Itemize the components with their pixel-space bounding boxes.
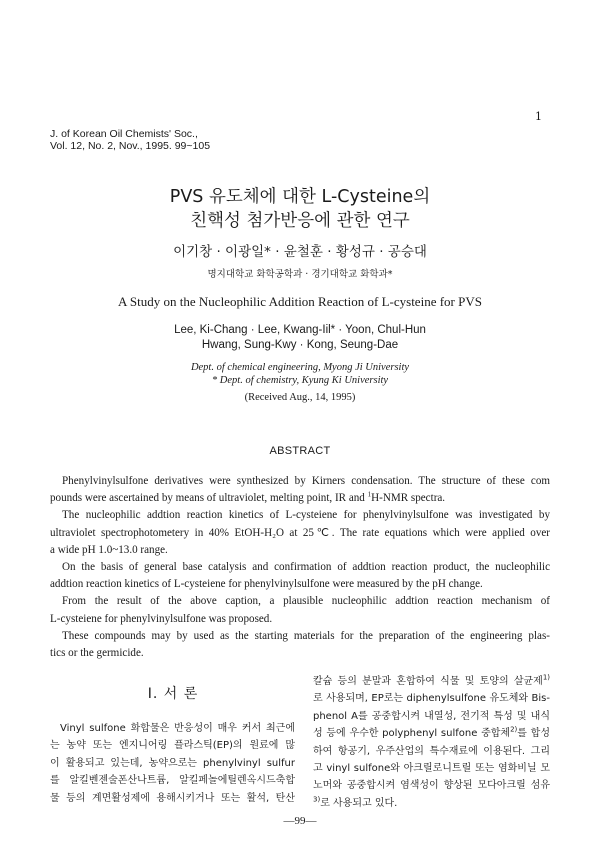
- intro-line: phenol A를 공중합시켜 내열성, 전기적 특성 및 내식: [313, 710, 550, 722]
- intro-line: 로 사용되며, EP로는 diphenylsulfone 유도체와 Bis-: [313, 693, 550, 705]
- korean-authors: 이기창 · 이광일* · 윤철훈 · 황성규 · 공승대: [173, 244, 427, 260]
- korean-title-line-2: 친핵성 첨가반응에 관한 연구: [190, 211, 410, 231]
- korean-affiliation: 명지대학교 화학공학과 · 경기대학교 화학과*: [207, 269, 393, 280]
- journal-line-2: Vol. 12, No. 2, Nov., 1995. 99~105: [50, 140, 211, 152]
- abstract-line: From the result of the above caption, a plausible nucleophilic addtion reaction mechanism of: [62, 595, 550, 608]
- intro-line: 는 농약 또는 엔지니어링 플라스틱(EP)의 원료에 많: [50, 740, 295, 752]
- intro-line: 하여 항공기, 우주산업의 특수재료에 이용된다. 그리: [313, 745, 550, 757]
- abstract-line: Phenylvinylsulfone derivatives were synthesized by Kirners condensation. The structure of these com: [62, 475, 550, 487]
- intro-line: Vinyl sulfone 화합물은 반응성이 매우 커서 최근에: [60, 723, 295, 734]
- english-title: A Study on the Nucleophilic Addition Reaction of L-cysteine for PVS: [118, 294, 482, 309]
- intro-left-column: [50, 720, 295, 807]
- intro-line: 이 활용되고 있는데, 농약으로는 phenylvinyl sulfur: [50, 757, 295, 769]
- intro-line: $^{3)}$로 사용되고 있다.: [313, 795, 398, 809]
- intro-line: 성 등에 우수한 polyphenyl sulfone 중합체$^{2)}$를 합성: [313, 725, 550, 740]
- intro-line: 를 알킬벤젠술폰산나트륨, 알킬페놀에틸렌옥시드축합: [50, 775, 295, 787]
- intro-line: 칼슘 등의 분말과 혼합하여 식물 및 토양의 살균제$^{1)}$: [313, 673, 550, 687]
- journal-citation: [50, 128, 210, 152]
- english-authors-line-2: Hwang, Sung-Kwy · Kong, Seung-Dae: [201, 339, 399, 351]
- abstract-body: [50, 473, 550, 662]
- section-heading-introduction: I. 서 론: [147, 686, 199, 702]
- english-affiliation-line-2: * Dept. of chemistry, Kyung Ki University: [211, 375, 389, 386]
- abstract-line: addtion reaction kinetics of L-cysteiene for phenylvinylsulfone were measured by the pH change.: [50, 578, 483, 591]
- received-date: (Received Aug., 14, 1995): [244, 392, 356, 403]
- intro-line: 고 vinyl sulfone와 아크릴로니트릴 또는 염화비닐 모: [313, 763, 550, 775]
- abstract-line: tics or the germicide.: [50, 647, 144, 660]
- page-footer-number: —99—: [283, 815, 317, 827]
- korean-title-line-1: PVS 유도체에 대한 L-Cysteine의: [169, 187, 431, 207]
- english-affiliation-line-1: Dept. of chemical engineering, Myong Ji University: [190, 362, 410, 373]
- abstract-line: The nucleophilic addtion reaction kinetics of L-cysteiene for phenylvinylsulfone was investigated by: [62, 509, 550, 522]
- abstract-line: a wide pH 1.0~13.0 range.: [50, 543, 168, 556]
- english-authors-line-1: Lee, Ki-Chang · Lee, Kwang-Iil* · Yoon, Chul-Hun: [174, 324, 426, 336]
- intro-line: 물 등의 계면활성제에 용해시키거나 또는 활석, 탄산: [50, 792, 295, 804]
- abstract-line: ultraviolet spectrophotometery in 40% EtOH-H₂O at 25℃. The rate equations which were applied over: [50, 526, 550, 539]
- abstract-heading: ABSTRACT: [269, 445, 331, 457]
- abstract-line: On the basis of general base catalysis and confirmation of addtion reaction product, the nucleophilic: [62, 561, 550, 574]
- intro-right-column: [313, 673, 550, 812]
- abstract-line: L-cysteiene for phenylvinylsulfone was proposed.: [50, 612, 273, 625]
- page-number: 1: [535, 110, 542, 123]
- intro-line: 노머와 공중합시켜 염색성이 향상된 모다아크릴 섬유: [313, 780, 550, 792]
- abstract-line: These compounds may by used as the starting materials for the preparation of the engineering plas-: [62, 629, 550, 642]
- journal-line-1: J. of Korean Oil Chemists' Soc.,: [50, 128, 198, 140]
- abstract-line: pounds were ascertained by means of ultraviolet, melting point, IR and $^1$H-NMR spectra.: [50, 490, 446, 505]
